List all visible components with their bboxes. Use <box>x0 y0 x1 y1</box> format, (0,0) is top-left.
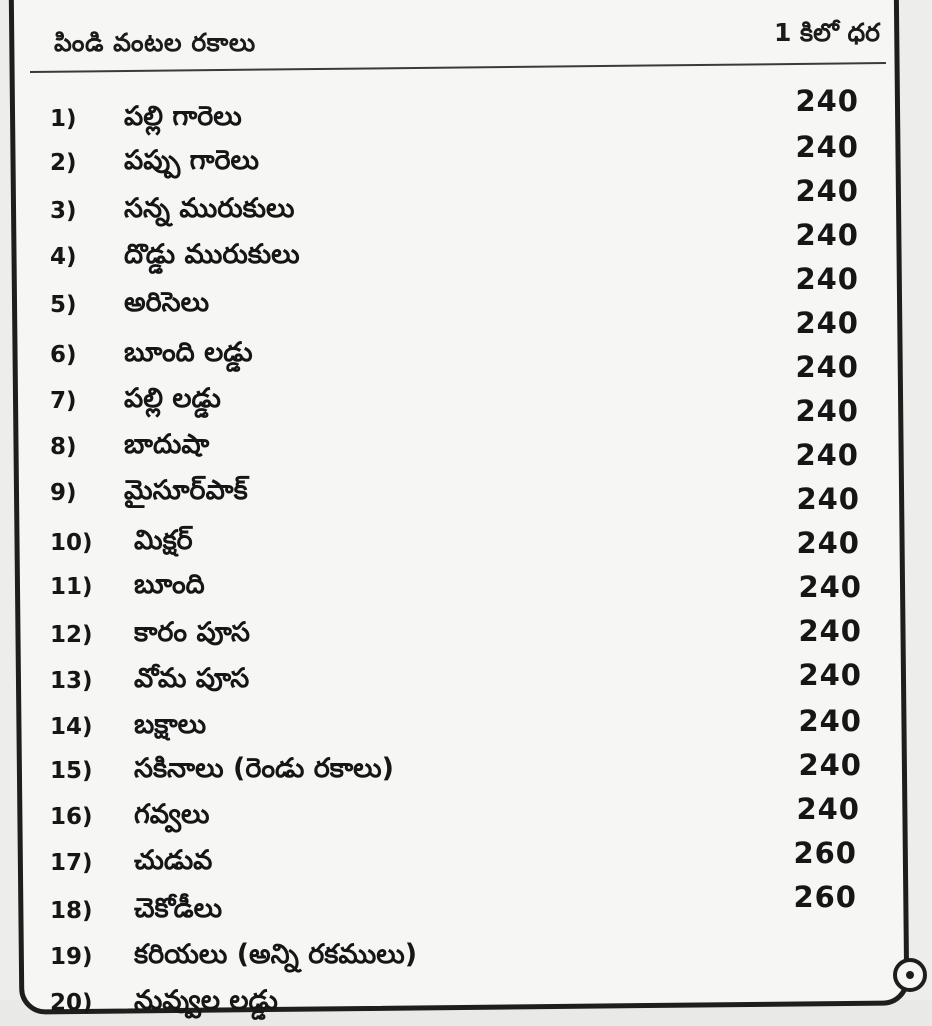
menu-item-price: 240 <box>795 306 859 340</box>
menu-item-number: 12) <box>50 622 93 648</box>
menu-item-number: 6) <box>50 342 77 368</box>
menu-item-price: 240 <box>796 482 860 516</box>
menu-item-row <box>0 566 932 610</box>
header-price-label: 1 కిలో ధర <box>773 18 880 47</box>
menu-item-name: పల్లి గారెలు <box>124 101 242 132</box>
menu-item-name: వోమ పూస <box>134 663 250 694</box>
menu-item-price: 260 <box>793 836 857 870</box>
menu-item-number: 13) <box>50 668 93 694</box>
menu-item-price: 260 <box>793 880 857 914</box>
menu-item-row <box>0 98 932 142</box>
menu-item-number: 8) <box>50 434 77 460</box>
menu-item-row <box>0 380 932 424</box>
menu-item-number: 19) <box>50 944 93 970</box>
menu-item-row <box>0 796 932 840</box>
menu-item-name: బక్షాలు <box>134 709 207 740</box>
menu-item-name: గవ్వలు <box>134 799 210 830</box>
menu-item-row <box>0 334 932 378</box>
menu-item-number: 18) <box>50 898 93 924</box>
menu-item-price: 240 <box>796 526 860 560</box>
menu-item-row <box>0 660 932 704</box>
menu-item-number: 15) <box>50 758 93 784</box>
menu-item-number: 1) <box>50 106 77 132</box>
menu-item-row <box>0 890 932 934</box>
menu-item-row <box>0 706 932 750</box>
menu-item-number: 3) <box>50 198 77 224</box>
menu-item-name: చెకోడీలు <box>134 893 223 924</box>
menu-item-number: 10) <box>50 530 93 556</box>
menu-item-price: 240 <box>795 262 859 296</box>
menu-item-number: 14) <box>50 714 93 740</box>
menu-item-name: చుడువ <box>134 845 213 876</box>
menu-item-row <box>0 842 932 886</box>
menu-item-row <box>0 936 932 980</box>
menu-item-number: 4) <box>50 244 77 270</box>
menu-item-price: 240 <box>795 174 859 208</box>
menu-item-row <box>0 614 932 658</box>
menu-item-name: మైసూర్‌పాక్ <box>124 475 248 506</box>
corner-dot-icon <box>893 958 927 992</box>
menu-item-name: కారం పూస <box>134 617 250 648</box>
menu-item-name: పప్పు గారెలు <box>124 145 259 176</box>
menu-item-row <box>0 750 932 794</box>
menu-item-price: 240 <box>798 570 862 604</box>
menu-item-name: మిక్షర్ <box>134 525 193 556</box>
menu-item-name: బాదుషా <box>124 429 210 460</box>
menu-item-number: 5) <box>50 292 77 318</box>
menu-item-row <box>0 982 932 1026</box>
menu-item-row <box>0 426 932 470</box>
menu-item-name: సకినాలు (రెండు రకాలు) <box>134 753 394 784</box>
menu-item-row <box>0 190 932 234</box>
menu-item-number: 20) <box>50 990 93 1016</box>
menu-item-name: నువ్వుల లడ్డు <box>134 985 278 1016</box>
menu-item-price: 240 <box>798 704 862 738</box>
menu-item-price: 240 <box>795 84 859 118</box>
menu-item-price: 240 <box>795 394 859 428</box>
menu-item-number: 17) <box>50 850 93 876</box>
menu-item-number: 2) <box>50 150 77 176</box>
menu-item-price: 240 <box>796 792 860 826</box>
menu-item-row <box>0 142 932 186</box>
menu-item-number: 16) <box>50 804 93 830</box>
menu-item-name: దొడ్డు మురుకులు <box>124 239 300 270</box>
menu-item-row <box>0 236 932 280</box>
menu-item-price: 240 <box>795 218 859 252</box>
menu-item-price: 240 <box>795 130 859 164</box>
menu-item-price: 240 <box>795 350 859 384</box>
menu-item-price: 240 <box>798 658 862 692</box>
menu-item-name: సన్న మురుకులు <box>124 193 295 224</box>
menu-item-price: 240 <box>798 614 862 648</box>
menu-item-name: బూంది <box>134 569 205 600</box>
menu-item-price: 240 <box>795 438 859 472</box>
menu-item-name: అరిసెలు <box>124 287 210 318</box>
menu-item-name: కరియలు (అన్ని రకములు) <box>134 939 418 970</box>
menu-item-number: 9) <box>50 480 77 506</box>
menu-item-name: పల్లి లడ్డు <box>124 383 221 414</box>
menu-item-number: 7) <box>50 388 77 414</box>
menu-item-price: 240 <box>798 748 862 782</box>
menu-item-row <box>0 522 932 566</box>
menu-item-number: 11) <box>50 574 93 600</box>
header-title: పిండి వంటల రకాలు <box>54 28 256 57</box>
menu-item-name: బూంది లడ్డు <box>124 337 253 368</box>
menu-item-row <box>0 472 932 516</box>
menu-item-row <box>0 284 932 328</box>
